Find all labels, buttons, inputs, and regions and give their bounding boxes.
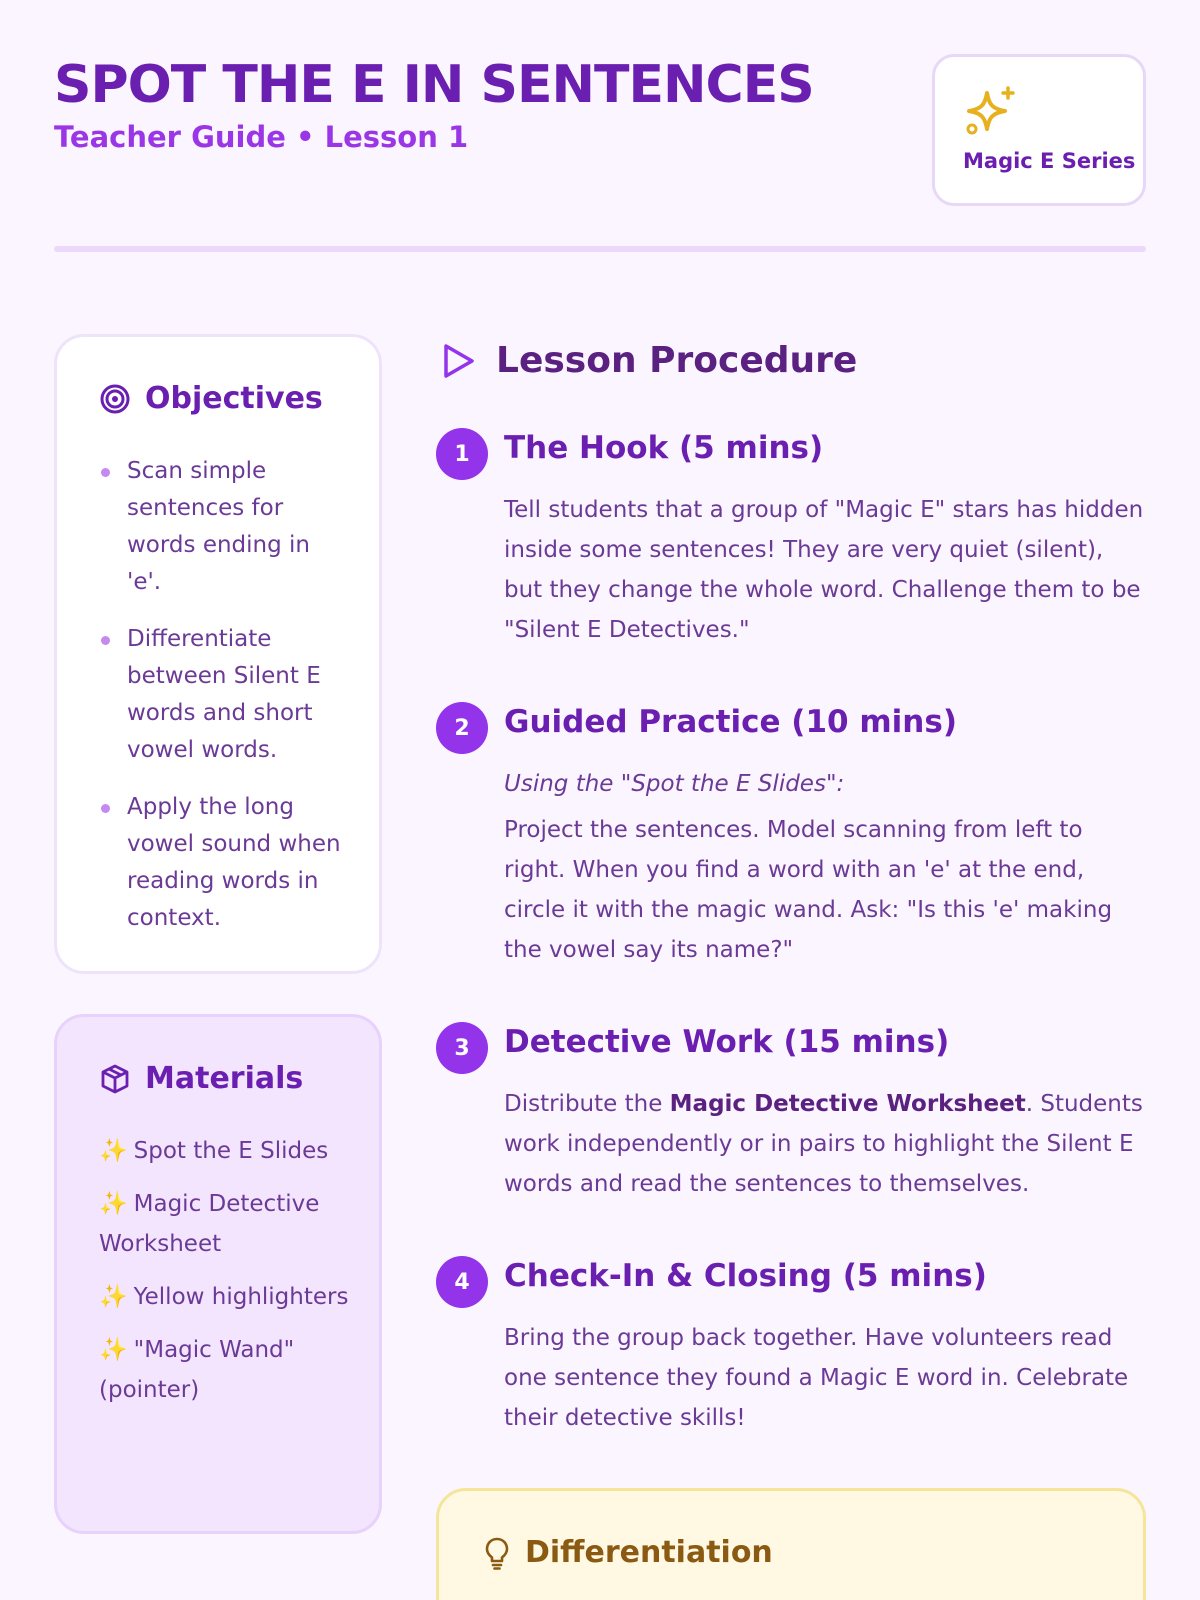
objectives-list — [99, 453, 349, 957]
header-divider — [54, 246, 1146, 252]
procedure-heading-label: Lesson Procedure — [496, 340, 858, 381]
differentiation-card — [436, 1488, 1146, 1600]
materials-heading-label: Materials — [145, 1061, 304, 1096]
list-item: Differentiate between Silent E words and short vowel words. — [99, 621, 349, 769]
objectives-card — [54, 334, 382, 974]
sparkles-icon: ✨ — [99, 1284, 128, 1310]
step-title: Detective Work (15 mins) — [504, 1024, 950, 1060]
procedure-step-2 — [436, 702, 1146, 972]
step-body: Distribute the Magic Detective Worksheet. Students work independently or in pairs to highlight the Silent E words and read the sentences to themselves. — [504, 1091, 1143, 1197]
step-title: Check-In & Closing (5 mins) — [504, 1258, 987, 1294]
page-header — [54, 52, 1146, 212]
procedure-step-3 — [436, 1022, 1146, 1212]
page-title: SPOT THE E IN SENTENCES — [54, 55, 814, 115]
step-intro: Using the "Spot the E Slides": — [504, 771, 845, 797]
series-badge — [932, 54, 1146, 206]
sparkles-icon: ✨ — [99, 1191, 128, 1217]
materials-card — [54, 1014, 382, 1534]
list-item: Scan simple sentences for words ending in 'e'. — [99, 453, 349, 601]
step-body-wrap — [504, 764, 1146, 970]
differentiation-heading-label: Differentiation — [525, 1535, 773, 1570]
materials-list — [99, 1131, 349, 1423]
target-icon — [99, 383, 131, 415]
procedure-step-4 — [436, 1256, 1146, 1446]
list-item: ✨ Spot the E Slides — [99, 1138, 329, 1164]
list-item: ✨ "Magic Wand" (pointer) — [99, 1337, 295, 1403]
box-icon — [99, 1063, 131, 1095]
objectives-heading — [99, 381, 323, 416]
step-title: Guided Practice (10 mins) — [504, 704, 957, 740]
step-number: 1 — [436, 428, 488, 480]
step-number: 3 — [436, 1022, 488, 1074]
step-number: 4 — [436, 1256, 488, 1308]
page-subtitle: Teacher Guide • Lesson 1 — [54, 120, 469, 154]
step-number: 2 — [436, 702, 488, 754]
sparkles-icon: ✨ — [99, 1138, 128, 1164]
lightbulb-icon — [483, 1536, 511, 1570]
list-item: ✨ Magic Detective Worksheet — [99, 1191, 320, 1257]
sparkle-icon — [965, 85, 1017, 137]
series-label: Magic E Series — [963, 149, 1136, 173]
step-body: Project the sentences. Model scanning from left to right. When you find a word with an 'e' at the end, circle it with the magic wand. Ask: "Is this 'e' making the vowel say its name?" — [504, 817, 1113, 963]
worksheet-name: Magic Detective Worksheet — [669, 1091, 1026, 1117]
step-body: Bring the group back together. Have volunteers read one sentence they found a Magic E word in. Celebrate their detective skills! — [504, 1325, 1129, 1431]
materials-heading — [99, 1061, 303, 1096]
differentiation-heading — [483, 1535, 773, 1570]
step-body: Tell students that a group of "Magic E" stars has hidden inside some sentences! They are very quiet (silent), but they change the whole word. Challenge them to be "Silent E Detectives." — [504, 497, 1144, 643]
sparkles-icon: ✨ — [99, 1337, 128, 1363]
play-icon — [440, 342, 476, 380]
step-title: The Hook (5 mins) — [504, 430, 824, 466]
list-item: Apply the long vowel sound when reading words in context. — [99, 789, 349, 937]
objectives-heading-label: Objectives — [145, 381, 323, 416]
procedure-step-1 — [436, 428, 1146, 648]
list-item: ✨ Yellow highlighters — [99, 1284, 349, 1310]
procedure-heading — [440, 340, 857, 381]
